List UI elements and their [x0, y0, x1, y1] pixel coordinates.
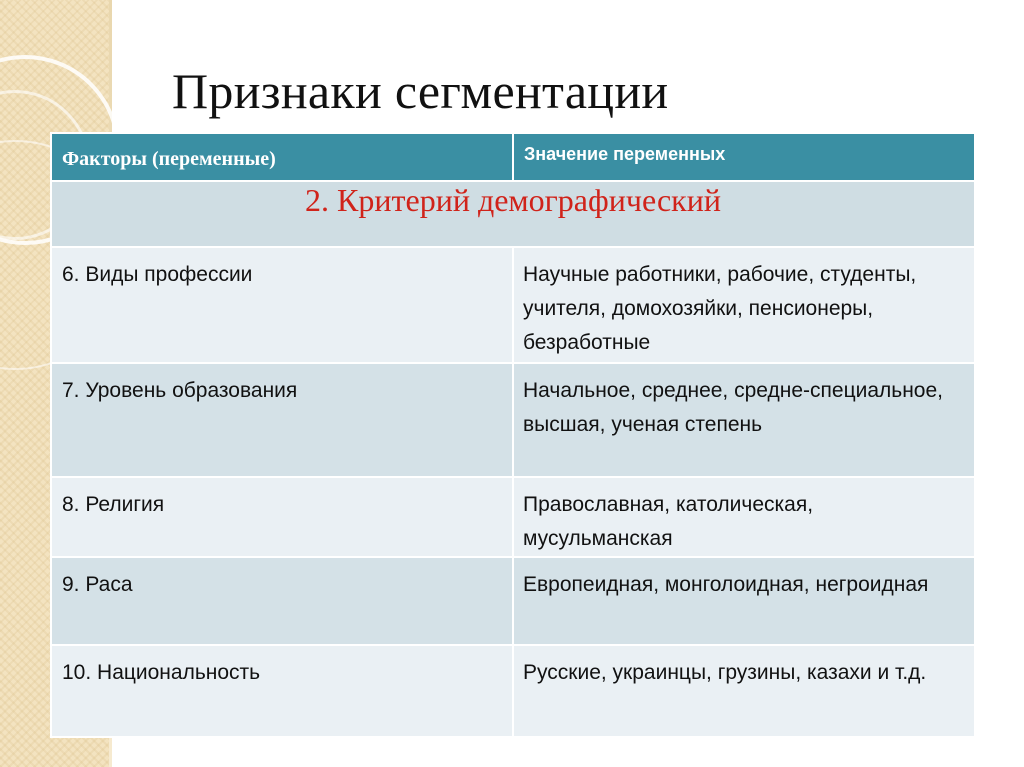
table-row [51, 645, 975, 737]
factor-cell: 10. Национальность [51, 645, 513, 737]
table-row [51, 363, 975, 477]
value-cell: Европеидная, монголоидная, негроидная [513, 557, 975, 645]
segmentation-table [50, 132, 976, 738]
criterion-row [51, 181, 975, 247]
column-header-values: Значение переменных [513, 133, 975, 181]
factor-cell: 9. Раса [51, 557, 513, 645]
table-row [51, 557, 975, 645]
table-row [51, 247, 975, 363]
factor-cell: 8. Религия [51, 477, 513, 557]
table-row [51, 477, 975, 557]
value-cell: Начальное, среднее, средне-специальное, высшая, ученая степень [513, 363, 975, 477]
value-cell: Православная, католическая, мусульманская [513, 477, 975, 557]
table-header-row [51, 133, 975, 181]
factor-cell: 6. Виды профессии [51, 247, 513, 363]
value-cell: Русские, украинцы, грузины, казахи и т.д. [513, 645, 975, 737]
factor-cell: 7. Уровень образования [51, 363, 513, 477]
slide-title: Признаки сегментации [172, 63, 669, 119]
criterion-label: 2. Критерий демографический [51, 181, 975, 247]
column-header-factors: Факторы (переменные) [51, 133, 513, 181]
value-cell: Научные работники, рабочие, студенты, учителя, домохозяйки, пенсионеры, безработные [513, 247, 975, 363]
